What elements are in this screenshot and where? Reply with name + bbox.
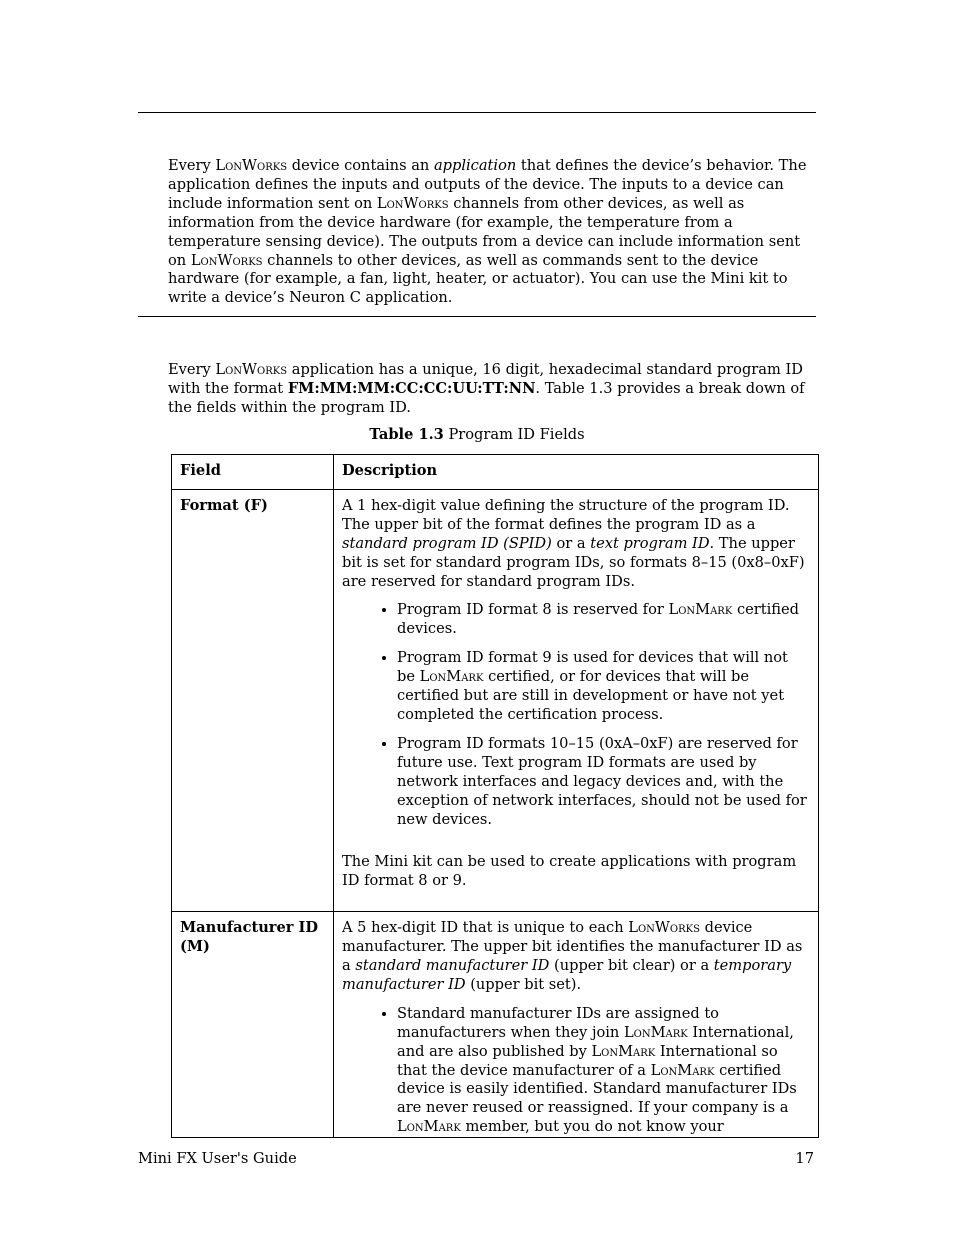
- footer-title: Mini FX User's Guide: [138, 1150, 297, 1167]
- list-item: • Program ID formats 10–15 (0xA–0xF) are reserved for future use. Text program ID formats are used by network interfaces and legacy devices and, with the exception of network interfaces, should not be used for new devices.: [397, 735, 810, 830]
- manufacturer-intro: A 5 hex-digit ID that is unique to each LonWorks device manufacturer. The upper bit identifies the manufacturer ID as a standard manufacturer ID (upper bit clear) or a temporary manufacturer ID (upper bit set).: [342, 919, 803, 993]
- top-rule: [138, 112, 816, 113]
- table-row-format: [172, 489, 819, 911]
- table-header-row: [172, 455, 819, 490]
- table-caption: Table 1.3 Program ID Fields: [369, 426, 585, 443]
- list-item: • Standard manufacturer IDs are assigned to manufacturers when they join LonMark International, and are also published by LonMark International so that the device manufacturer of a LonMark certified device is easily identified. Standard manufacturer IDs are never reused or reassigned. If your company is a LonMark member, but you do not know your: [397, 1005, 810, 1137]
- manufacturer-bullet-list: [342, 1005, 810, 1137]
- description-format: [334, 489, 819, 911]
- section-rule: [138, 316, 816, 317]
- format-closing: The Mini kit can be used to create applications with program ID format 8 or 9.: [342, 853, 797, 890]
- header-description: Description: [334, 455, 819, 490]
- list-item: • Program ID format 8 is reserved for LonMark certified devices.: [397, 601, 810, 639]
- application-paragraph: Every LonWorks device contains an application that defines the device’s behavior. The application defines the inputs and outputs of the device. The inputs to a device can include information sent on LonWorks channels from other devices, as well as information from the device hardware (for example, the temperature from a temperature sensing device). The outputs from a device can include information sent on LonWorks channels to other devices, as well as commands sent to the device hardware (for example, a fan, light, heater, or actuator). You can use the Mini kit to write a device’s Neuron C application.: [168, 157, 807, 307]
- field-manufacturer-id: Manufacturer ID (M): [172, 912, 334, 1138]
- format-intro: A 1 hex-digit value defining the structure of the program ID. The upper bit of the format defines the program ID as a standard program ID (SPID) or a text program ID. The upper bit is set for standard program IDs, so formats 8–15 (0x8–0xF) are reserved for standard program IDs.: [342, 496, 805, 590]
- program-id-paragraph: Every LonWorks application has a unique, 16 digit, hexadecimal standard program ID with the format FM:MM:MM:CC:CC:UU:TT:NN. Table 1.3 provides a break down of the fields within the program ID.: [168, 361, 805, 416]
- table-row-manufacturer: [172, 912, 819, 1138]
- header-field: Field: [172, 455, 334, 490]
- program-id-fields-table: [171, 454, 819, 1138]
- page-number: 17: [795, 1150, 814, 1167]
- format-bullet-list: [342, 601, 810, 829]
- list-item: • Program ID format 9 is used for devices that will not be LonMark certified, or for devices that will be certified but are still in development or have not yet completed the certification process.: [397, 649, 810, 725]
- description-manufacturer-id: [334, 912, 819, 1138]
- field-format: Format (F): [172, 489, 334, 911]
